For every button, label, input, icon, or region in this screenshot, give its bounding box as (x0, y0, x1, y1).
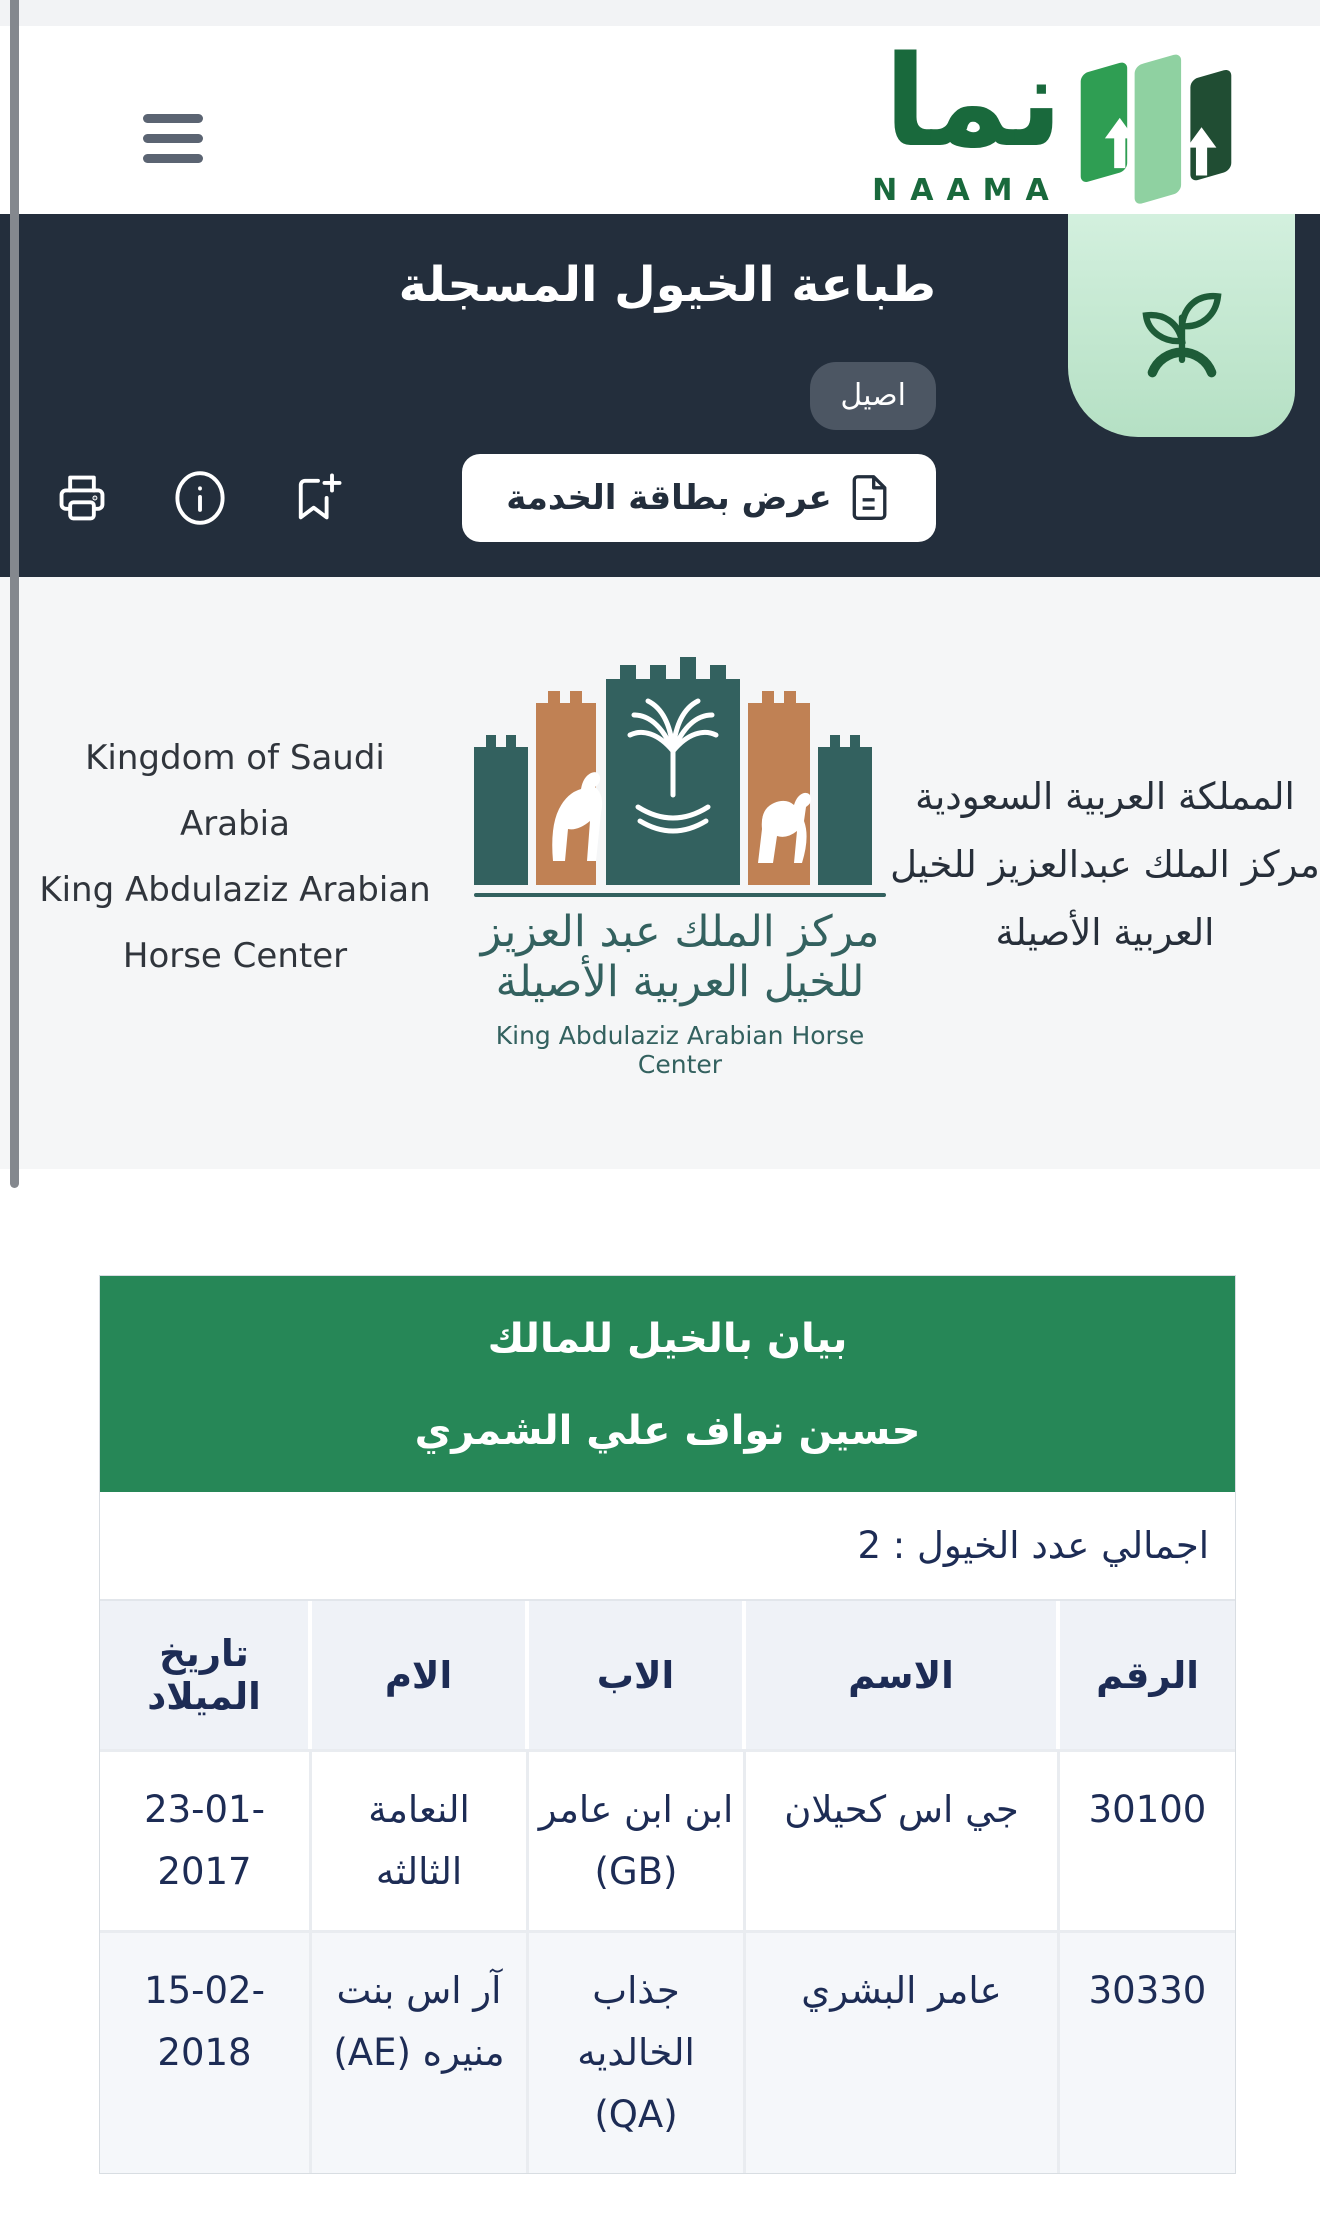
owner-horses-card (99, 1275, 1236, 2174)
logo-caption-english: King Abdulaziz Arabian Horse Center (495, 1021, 865, 1079)
cell-sire: جذاب الخالديه (QA) (529, 1930, 746, 2173)
owner-name: حسين نواف علي الشمري (414, 1408, 921, 1454)
col-dam: الام (312, 1601, 529, 1749)
col-sire: الاب (529, 1601, 746, 1749)
horses-table (100, 1601, 1235, 2173)
bookmark-add-button[interactable] (290, 470, 346, 526)
logo-caption-arabic: مركز الملك عبد العزيز للخيل العربية الأصيلة (480, 907, 880, 1007)
castle-emblem-icon (470, 655, 890, 885)
hero-actions (0, 454, 936, 542)
org-name-arabic: المملكة العربية السعودية مركز الملك عبدالعزيز للخيل العربية الأصيلة (890, 775, 1320, 954)
org-name-english: Kingdom of Saudi Arabia King Abdulaziz Arabian Horse Center (39, 738, 431, 976)
page-top-strip (0, 0, 1320, 26)
col-birthdate: تاريخ الميلاد (100, 1601, 312, 1749)
print-icon (54, 470, 110, 526)
cell-sire: ابن ابن عامر (GB) (529, 1749, 746, 1930)
owner-horses-card-header (100, 1276, 1235, 1492)
menu-button[interactable] (143, 114, 205, 162)
status-badge: اصيل (810, 362, 936, 430)
service-card-button[interactable] (462, 454, 936, 542)
hamburger-icon (143, 114, 203, 123)
service-card-button-label: عرض بطاقة الخدمة (506, 478, 832, 518)
bookmark-add-icon (290, 470, 346, 526)
cell-birthdate: 23-01-2017 (100, 1749, 312, 1930)
card-title: بيان بالخيل للمالك (487, 1316, 848, 1362)
info-icon (172, 470, 228, 526)
naama-logo (872, 26, 1235, 208)
cell-name: جي اس كحيلان (746, 1749, 1060, 1930)
scrollbar-thumb[interactable] (10, 0, 19, 1188)
col-number: الرقم (1060, 1601, 1235, 1749)
info-button[interactable] (172, 470, 228, 526)
cell-dam: النعامة الثالثه (312, 1749, 529, 1930)
table-row (100, 1930, 1235, 2173)
print-button[interactable] (54, 470, 110, 526)
logo-divider (474, 893, 886, 897)
document-icon (848, 474, 892, 522)
page-title: طباعة الخيول المسجلة (398, 257, 936, 313)
service-hero (0, 214, 1320, 577)
cell-number: 30330 (1060, 1930, 1235, 2173)
app-header (0, 26, 1320, 214)
cell-name: عامر البشري (746, 1930, 1060, 2173)
naama-leaves-icon (1077, 26, 1235, 208)
cell-birthdate: 15-02-2018 (100, 1930, 312, 2173)
cell-dam: آر اس بنت منيره (AE) (312, 1930, 529, 2173)
horse-center-logo (470, 577, 890, 1169)
cell-number: 30100 (1060, 1749, 1235, 1930)
table-header-row (100, 1601, 1235, 1749)
naama-logo-arabic: نما (883, 28, 1063, 175)
naama-logo-latin: NAAMA (872, 173, 1062, 208)
organization-band (0, 577, 1320, 1169)
col-name: الاسم (746, 1601, 1060, 1749)
table-row (100, 1749, 1235, 1930)
total-horses: اجمالي عدد الخيول : 2 (100, 1492, 1235, 1601)
